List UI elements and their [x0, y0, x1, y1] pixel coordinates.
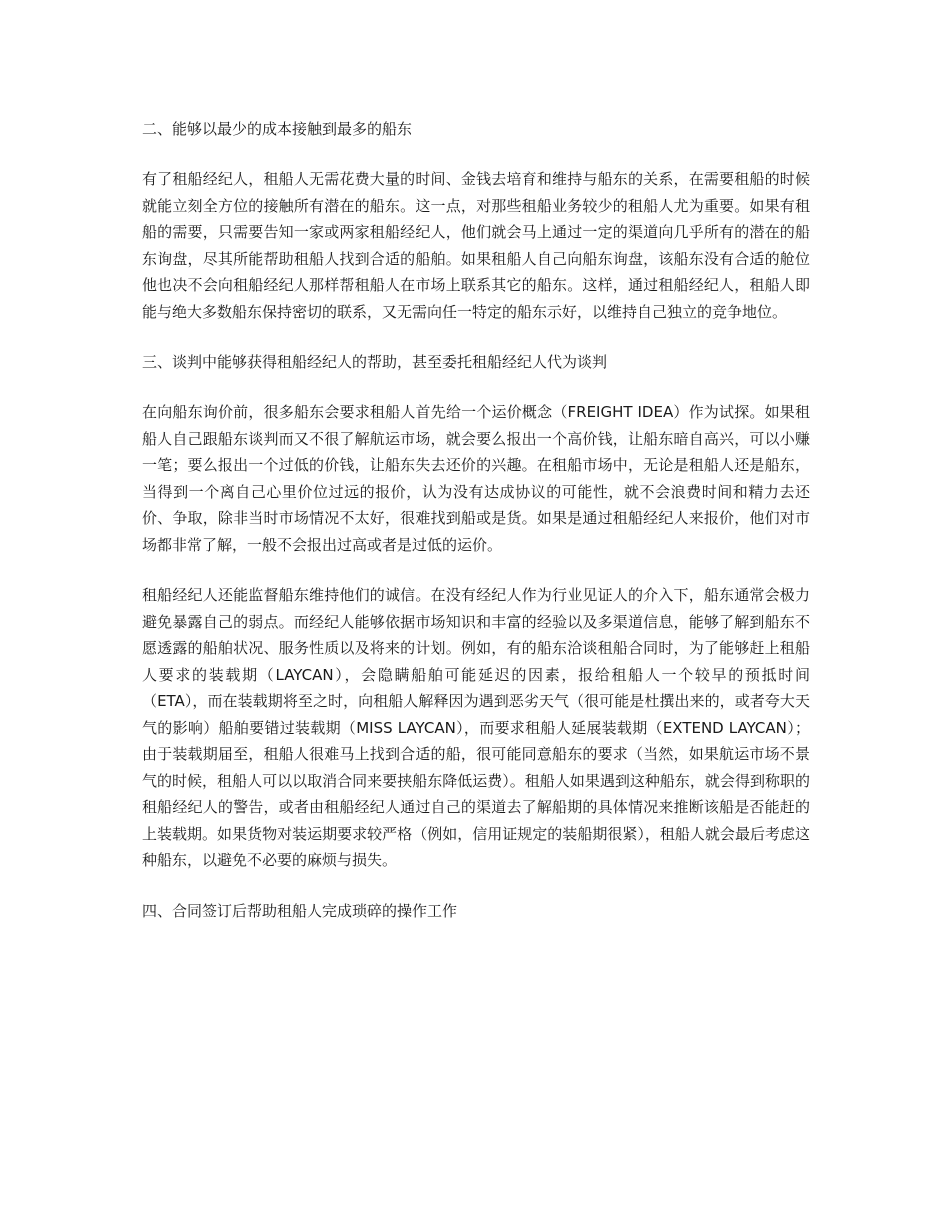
section-3-paragraph-2: 租船经纪人还能监督船东维持他们的诚信。在没有经纪人作为行业见证人的介入下，船东通常会极力避免暴露自己的弱点。而经纪人能够依据市场知识和丰富的经验以及多渠道信息，能够了解到船东不愿透露的船舶状况、服务性质以及将来的计划。例如，有的船东洽谈租船合同时，为了能够赶上租船人要求的装载期（LAYCAN），会隐瞒船舶可能延迟的因素，报给租船人一个较早的预抵时间（ETA），而在装载期将至之时，向租船人解释因为遇到恶劣天气（很可能是杜撰出来的，或者夸大天气的影响）船舶要错过装载期（MISS LAYCAN），而要求租船人延展装载期（EXTEND LAYCAN）；由于装载期届至，租船人很难马上找到合适的船，很可能同意船东的要求（当然，如果航运市场不景气的时候，租船人可以以取消合同来要挟船东降低运费）。租船人如果遇到这种船东，就会得到称职的租船经纪人的警告，或者由租船经纪人通过自己的渠道去了解船期的具体情况来推断该船是否能赶的上装载期。如果货物对装运期要求较严格（例如，信用证规定的装船期很紧），租船人就会最后考虑这种船东，以避免不必要的麻烦与损失。: [142, 586, 810, 869]
section-heading-2: 二、能够以最少的成本接触到最多的船东: [142, 120, 413, 138]
section-3-paragraph-1: 在向船东询价前，很多船东会要求租船人首先给一个运价概念（FREIGHT IDEA）作为试探。如果租船人自己跟船东谈判而又不很了解航运市场，就会要么报出一个高价钱，让船东暗自高兴，可以小赚一笔；要么报出一个过低的价钱，让船东失去还价的兴趣。在租船市场中，无论是租船人还是船东，当得到一个离自己心里价位过远的报价，认为没有达成协议的可能性，就不会浪费时间和精力去还价、争取，除非当时市场情况不太好，很难找到船或是货。如果是通过租船经纪人来报价，他们对市场都非常了解，一般不会报出过高或者是过低的运价。: [142, 403, 810, 554]
document-page: [142, 116, 810, 948]
section-heading-4: 四、合同签订后帮助租船人完成琐碎的操作工作: [142, 901, 458, 920]
section-2-paragraph-1: 有了租船经纪人，租船人无需花费大量的时间、金钱去培育和维持与船东的关系，在需要租船的时候就能立刻全方位的接触所有潜在的船东。这一点，对那些租船业务较少的租船人尤为重要。如果有租船的需要，只需要告知一家或两家租船经纪人，他们就会马上通过一定的渠道向几乎所有的潜在的船东询盘，尽其所能帮助租船人找到合适的船舶。如果租船人自己向船东询盘，该船东没有合适的舱位他也决不会向租船经纪人那样帮租船人在市场上联系其它的船东。这样，通过租船经纪人，租船人即能与绝大多数船东保持密切的联系，又无需向任一特定的船东示好，以维持自己独立的竞争地位。: [142, 170, 810, 321]
section-heading-3: 三、谈判中能够获得租船经纪人的帮助，甚至委托租船经纪人代为谈判: [142, 353, 608, 371]
